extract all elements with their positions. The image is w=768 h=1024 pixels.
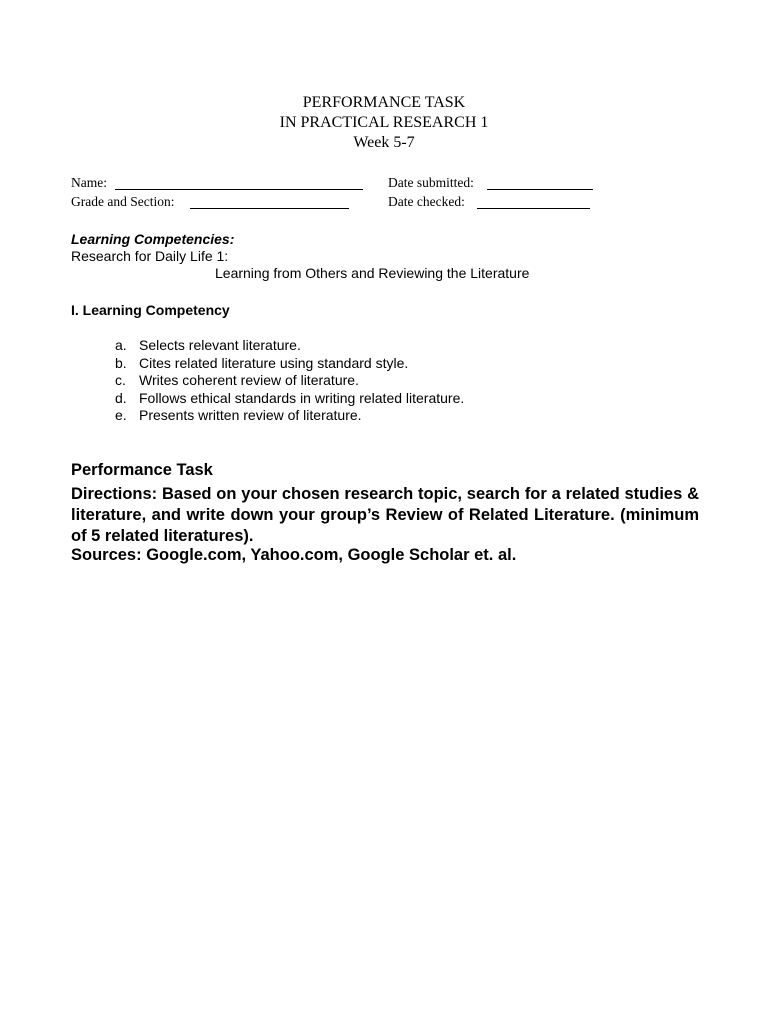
list-item-text: Selects relevant literature. [139,337,301,353]
name-label: Name: [71,175,107,190]
date-submitted-label: Date submitted: [388,175,474,190]
learning-competencies-title: Learning Competencies: [71,231,235,247]
performance-task-heading: Performance Task [71,461,213,479]
list-item-text: Follows ethical standards in writing related literature. [139,389,465,406]
list-item [115,355,464,373]
list-item-letter: d. [115,389,127,406]
list-item-text: Presents written review of literature. [139,407,362,424]
performance-task-directions: Directions: Based on your chosen research topic, search for a related studies & literature, and write down your group’s Review of Related Literature. (minimum of 5 related literatures). [71,485,699,545]
list-item-letter: b. [115,354,127,371]
objectives-list [115,337,464,425]
list-item [115,407,464,425]
list-item-letter: c. [115,372,126,389]
grade-section-field[interactable] [190,208,349,209]
list-item [115,337,464,355]
header-title: PERFORMANCE TASK [302,94,466,111]
name-field[interactable] [115,189,363,190]
grade-section-label: Grade and Section: [71,194,175,209]
list-item-text: Writes coherent review of literature. [139,372,359,389]
list-item [115,390,464,408]
competencies-subtitle: Research for Daily Life 1: [71,248,229,264]
learning-competency-heading: I. Learning Competency [71,302,230,318]
list-item-letter: e. [115,407,127,424]
list-item-text: Cites related literature using standard style. [139,354,409,371]
list-item-letter: a. [115,337,127,353]
document-header [0,93,768,153]
list-item [115,372,464,390]
date-checked-label: Date checked: [388,194,465,209]
header-week: Week 5-7 [353,134,415,151]
date-submitted-field[interactable] [487,189,593,190]
header-subject: IN PRACTICAL RESEARCH 1 [279,114,489,131]
competencies-topic: Learning from Others and Reviewing the Literature [215,265,530,281]
performance-task-sources: Sources: Google.com, Yahoo.com, Google Scholar et. al. [71,546,517,564]
date-checked-field[interactable] [477,208,590,209]
